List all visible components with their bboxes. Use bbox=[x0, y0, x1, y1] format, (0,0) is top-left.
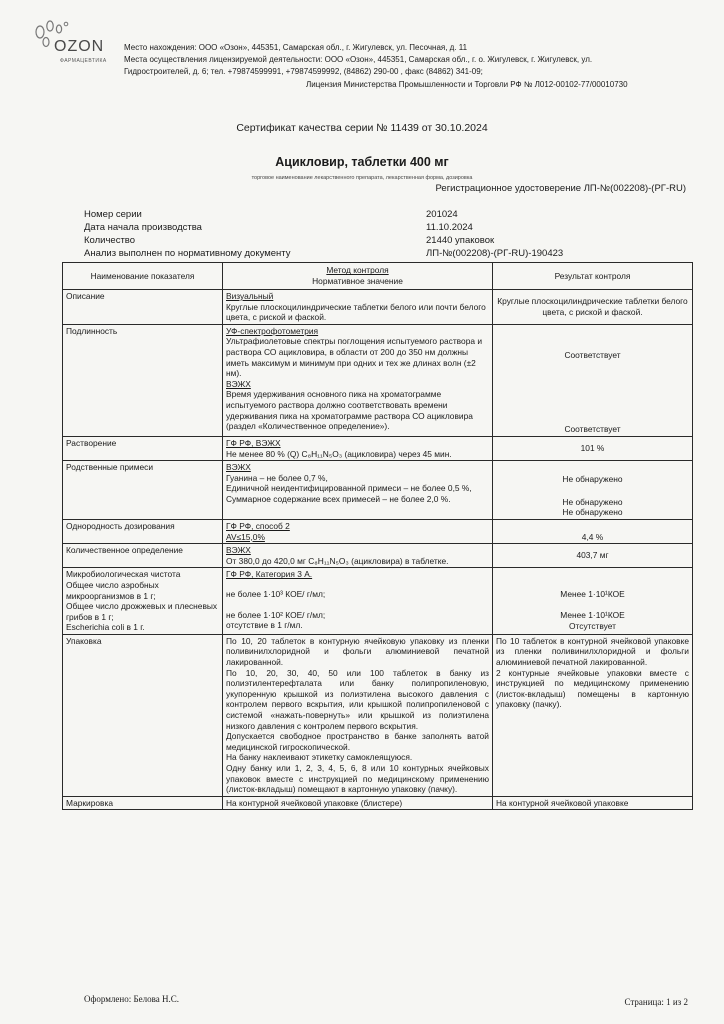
norm-text: Одну банку или 1, 2, 3, 4, 5, 6, 8 или 10 контурных ячейковых упаковок вместе с инструкцией по медицинскому применению (листок-вкладыш) помещают в картонную упаковку (пачку). bbox=[226, 763, 489, 795]
table-row bbox=[63, 519, 693, 543]
row-method-assay bbox=[223, 544, 493, 568]
row-method-dissolution bbox=[223, 436, 493, 460]
row-result-identity bbox=[493, 324, 693, 436]
result-text: Отсутствует bbox=[569, 620, 616, 631]
norm-text: По 10, 20, 30, 40, 50 или 100 таблеток в банку из полиэтилентерефталата или банку полипропиленовую, укупоренную крышкой из полиэтилена высокого давления с контролем первого вскрытия, или крышкой полипропиленовой с системой «нажать-повернуть» или крышкой из полиэтилена низкого давления с контролем первого вскрытия. bbox=[226, 667, 489, 731]
row-result-assay: 403,7 мг bbox=[493, 544, 693, 568]
method-label: Визуальный bbox=[226, 291, 274, 301]
norm-text: Допускается свободное пространство в банке заполнять ватой медицинской гигроскопической. bbox=[226, 731, 489, 752]
norm-text: Не менее 80 % (Q) C₈H₁₁N₅O₃ (ацикловира) через 45 мин. bbox=[226, 448, 452, 459]
norm-text: Время удерживания основного пика на хроматограмме испытуемого раствора должно соответствовать времени удерживания пика на хроматограмме раствора СО ацикловира (раздел «Количественное определение»). bbox=[226, 389, 473, 432]
norm-text: Гуанина – не более 0,7 %, bbox=[226, 472, 328, 483]
info-value-series: 201024 bbox=[426, 209, 458, 220]
method-label: УФ-спектрофотометрия bbox=[226, 325, 319, 336]
norm-text: Единичной неидентифицированной примеси – не более 0,5 %, bbox=[226, 483, 472, 494]
company-logo-text: OZON bbox=[54, 38, 105, 55]
norm-text: не более 1·10³ КОЕ/ г/мл; bbox=[226, 588, 326, 599]
norm-text: не более 1·10² КОЕ/ г/мл; bbox=[226, 609, 326, 620]
row-name-description: Описание bbox=[63, 290, 223, 325]
info-value-quantity: 21440 упаковок bbox=[426, 235, 495, 246]
norm-text: отсутствие в 1 г/мл. bbox=[226, 620, 303, 631]
table-row bbox=[63, 568, 693, 635]
info-value-normative-document: ЛП-№(002208)-(РГ-RU)-190423 bbox=[426, 248, 564, 259]
row-method-marking: На контурной ячейковой упаковке (блистере) bbox=[223, 796, 493, 810]
result-text: Не обнаружено bbox=[562, 474, 623, 485]
row-name-dissolution: Растворение bbox=[63, 436, 223, 460]
info-label-production-date: Дата начала производства bbox=[84, 222, 202, 233]
indicator-text: Микробиологическая чистота bbox=[66, 569, 181, 580]
row-name-uniformity: Однородность дозирования bbox=[63, 519, 223, 543]
row-method-microbiology bbox=[223, 568, 493, 635]
header-method-subtitle: Нормативное значение bbox=[312, 276, 403, 286]
info-label-series: Номер серии bbox=[84, 209, 142, 220]
table-row bbox=[63, 324, 693, 436]
result-text: Менее 1·10¹КОЕ bbox=[560, 609, 625, 620]
drug-name-caption: торговое наименование лекарственного препарата, лекарственная форма, дозировка bbox=[251, 175, 473, 181]
table-row bbox=[63, 634, 693, 796]
method-label: ГФ РФ, Категория 3 А. bbox=[226, 569, 313, 580]
result-text: Не обнаружено bbox=[562, 507, 623, 518]
table-row bbox=[63, 290, 693, 325]
indicator-text: Общее число аэробных микроорганизмов в 1 г; bbox=[66, 579, 159, 601]
company-address: Место нахождения: ООО «Озон», 445351, Самарская обл., г. Жигулевск, ул. Песочная, д. 11 bbox=[124, 43, 468, 52]
indicator-text: Escherichia coli в 1 г. bbox=[66, 622, 145, 633]
norm-text: Ультрафиолетовые спектры поглощения испытуемого раствора и раствора СО ацикловира, в области от 200 до 350 нм должны иметь максимум и минимум при одних и тех же длинах волн (±2 нм). bbox=[226, 336, 483, 379]
norm-text: AV≤15,0% bbox=[226, 531, 265, 542]
norm-text: Круглые плоскоцилиндрические таблетки белого или почти белого цвета, с риской и фаской. bbox=[226, 301, 486, 323]
drug-name: Ацикловир, таблетки 400 мг bbox=[275, 155, 449, 169]
row-result-uniformity: 4,4 % bbox=[493, 519, 693, 543]
result-text: Соответствует bbox=[564, 349, 621, 360]
header-indicator: Наименование показателя bbox=[63, 263, 223, 290]
row-method-identity bbox=[223, 324, 493, 436]
table-header-row bbox=[63, 263, 693, 290]
norm-text: От 380,0 до 420,0 мг C₈H₁₁N₅O₃ (ацикловира) в таблетке. bbox=[226, 555, 449, 566]
indicator-text: Общее число дрожжевых и плесневых грибов в 1 г; bbox=[66, 601, 218, 622]
company-activity-address: Места осуществления лицензируемой деятельности: ООО «Озон», 445351, Самарская обл., г. о. Жигулевск, г. Жигулевск, ул. bbox=[124, 55, 593, 64]
norm-text: Суммарное содержание всех примесей – не более 2,0 %. bbox=[226, 493, 451, 504]
row-result-marking: На контурной ячейковой упаковке bbox=[493, 796, 693, 810]
header-method bbox=[223, 263, 493, 290]
company-logo-subtitle: ФАРМАЦЕВТИКА bbox=[60, 58, 107, 64]
row-name-microbiology bbox=[63, 568, 223, 635]
row-result-description: Круглые плоскоцилиндрические таблетки белого цвета, с риской и фаской. bbox=[493, 290, 693, 325]
norm-text: На банку наклеивают этикетку самоклеящуюся. bbox=[226, 752, 413, 763]
method-label: ВЭЖХ bbox=[226, 462, 251, 473]
table-row bbox=[63, 436, 693, 460]
company-contacts: Гидростроителей, д. 6; тел. +79874599991, +79874599992, (84862) 290-00 , факс (84862) 341-09; bbox=[124, 67, 483, 76]
row-name-assay: Количественное определение bbox=[63, 544, 223, 568]
row-result-dissolution: 101 % bbox=[493, 436, 693, 460]
method-label: ГФ РФ, ВЭЖХ bbox=[226, 437, 281, 448]
company-license: Лицензия Министерства Промышленности и Торговли РФ № Л012-00102-77/00010730 bbox=[306, 80, 628, 89]
row-name-marking: Маркировка bbox=[63, 796, 223, 810]
row-result-impurities bbox=[493, 461, 693, 520]
method-label: ВЭЖХ bbox=[226, 545, 251, 556]
result-text: По 10 таблеток в контурной ячейковой упаковке из пленки поливинилхлоридной и фольги алюминиевой печатной лакированной. bbox=[496, 635, 689, 668]
row-method-description bbox=[223, 290, 493, 325]
result-text: 2 контурные ячейковые упаковки вместе с инструкцией по медицинскому применению (листок-вкладыш) помещены в картонную упаковку (пачку). bbox=[496, 667, 689, 710]
header-result: Результат контроля bbox=[493, 263, 693, 290]
result-text: Не обнаружено bbox=[562, 496, 623, 507]
table-row bbox=[63, 461, 693, 520]
quality-control-table bbox=[62, 262, 693, 810]
header-method-title: Метод контроля bbox=[326, 265, 389, 276]
row-name-identity: Подлинность bbox=[63, 324, 223, 436]
row-method-packaging bbox=[223, 634, 493, 796]
row-name-packaging: Упаковка bbox=[63, 634, 223, 796]
row-name-impurities: Родственные примеси bbox=[63, 461, 223, 520]
table-row bbox=[63, 544, 693, 568]
method-label: ГФ РФ, способ 2 bbox=[226, 520, 290, 531]
result-text: Менее 1·10¹КОЕ bbox=[560, 589, 625, 600]
row-result-microbiology bbox=[493, 568, 693, 635]
row-result-packaging bbox=[493, 634, 693, 796]
prepared-by: Оформлено: Белова Н.С. bbox=[84, 994, 179, 1004]
registration-certificate: Регистрационное удостоверение ЛП-№(002208)-(РГ-RU) bbox=[435, 183, 686, 194]
method-label: ВЭЖХ bbox=[226, 378, 251, 389]
norm-text: По 10, 20 таблеток в контурную ячейковую упаковку из пленки поливинилхлоридной и фольги алюминиевой печатной лакированной. bbox=[226, 635, 489, 668]
page-number: Страница: 1 из 2 bbox=[624, 997, 688, 1007]
row-method-impurities bbox=[223, 461, 493, 520]
info-label-quantity: Количество bbox=[84, 235, 136, 246]
certificate-title: Сертификат качества серии № 11439 от 30.10.2024 bbox=[236, 122, 488, 134]
result-text: Соответствует bbox=[564, 424, 621, 435]
info-value-production-date: 11.10.2024 bbox=[426, 222, 473, 233]
info-label-normative-document: Анализ выполнен по нормативному документу bbox=[84, 248, 291, 259]
row-method-uniformity bbox=[223, 519, 493, 543]
table-row bbox=[63, 796, 693, 810]
